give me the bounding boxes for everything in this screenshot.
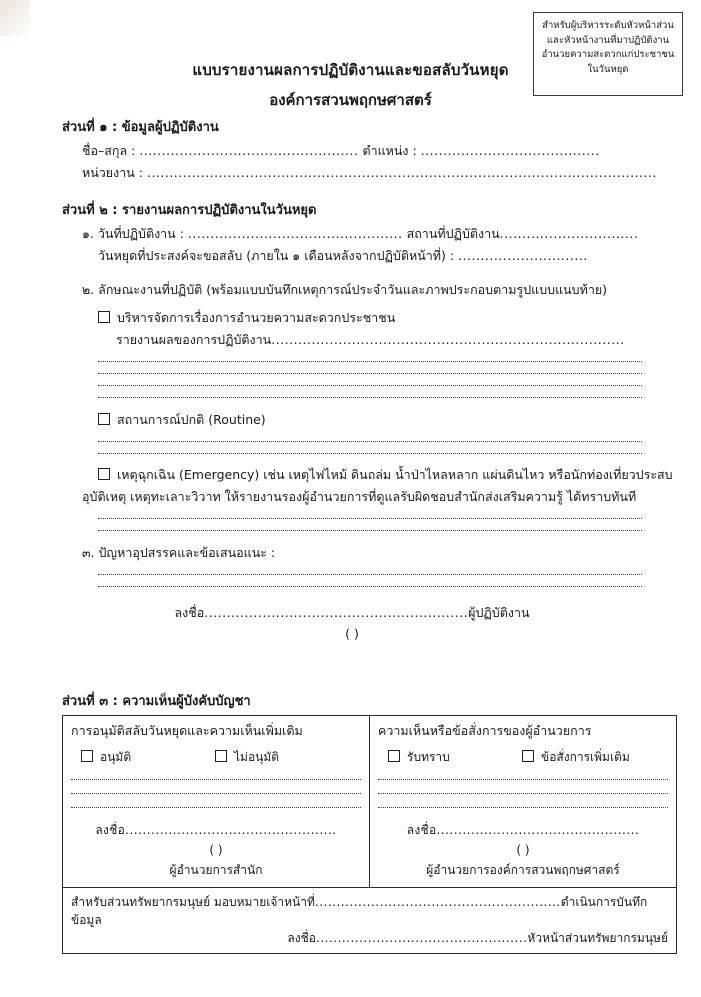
left-column-title: การอนุมัติสลับวันหยุดและความเห็นเพิ่มเติม <box>71 723 303 738</box>
title-line-2: องค์การสวนพฤกษศาสตร์ <box>269 91 432 109</box>
work-date-label: ๑. วันที่ปฏิบัติงาน : <box>82 226 188 241</box>
option-routine-row[interactable] <box>62 410 642 430</box>
checkbox-emergency[interactable] <box>98 468 110 480</box>
hr-footer-cell <box>63 888 677 954</box>
hr-footer-line-1 <box>71 893 668 929</box>
work-type-label: ๒. ลักษณะงานที่ปฏิบัติ (พร้อมแบบบันทึกเหตุการณ์ประจำวันและภาพประกอบตามรูปแบบแนบท้าย) <box>82 282 608 297</box>
name-input-dots[interactable]: ................................................. <box>139 143 359 158</box>
approval-table <box>62 715 677 954</box>
option-emergency-label: เหตุฉุกเฉิน (Emergency) เช่น เหตุไฟไหม้ ดินถล่ม น้ำป่าไหลหลาก แผ่นดินไหว หรือนักท่องเที่ยวประสบ <box>117 467 673 482</box>
hr-sign-label: ลงชื่อ <box>287 931 316 945</box>
left-sign-label: ลงชื่อ <box>95 823 126 837</box>
option-additional-order[interactable] <box>518 748 630 766</box>
performer-sign-dots[interactable]: ........................................................... <box>204 605 469 620</box>
right-options <box>378 748 668 766</box>
write-line[interactable] <box>98 453 642 454</box>
write-line[interactable] <box>71 779 361 780</box>
performer-signature-row <box>62 603 642 623</box>
report-result-label: รายงานผลของการปฏิบัติงาน <box>116 332 272 347</box>
problems-row <box>62 543 642 563</box>
work-place-input-dots[interactable]: ............................... <box>499 226 639 241</box>
unit-label: หน่วยงาน : <box>82 165 147 180</box>
option-reject[interactable] <box>211 748 279 766</box>
write-line[interactable] <box>378 793 668 794</box>
write-line[interactable] <box>98 586 642 587</box>
note-line-4: ในวันหยุด <box>587 64 629 76</box>
option-emergency-label-line2: อุบัติเหตุ เหตุทะเลาะวิวาท ให้รายงานรองผู้อำนวยการที่ดูแลรับผิดชอบสำนักส่งเสริมความรู้ ได้ทราบทันที <box>82 489 637 504</box>
write-line[interactable] <box>71 793 361 794</box>
write-line[interactable] <box>98 397 642 398</box>
table-row <box>63 716 677 888</box>
right-signature-row <box>378 821 668 839</box>
right-column-title: ความเห็นหรือข้อสั่งการของผู้อำนวยการ <box>378 723 592 738</box>
name-label: ชื่อ–สกุล : <box>82 143 140 158</box>
section-2-heading: ส่วนที่ ๒ : รายงานผลการปฏิบัติงานในวันหยุด <box>62 203 317 218</box>
hr-assign-dots[interactable]: ......................................................... <box>314 895 561 909</box>
swap-date-label: วันหยุดที่ประสงค์จะขอสลับ (ภายใน ๑ เดือนหลังจากปฏิบัติหน้าที่) : <box>98 248 459 263</box>
unit-row <box>62 163 657 183</box>
option-service-row[interactable] <box>62 308 642 328</box>
report-result-dots[interactable]: ............................................................................... <box>271 332 625 347</box>
checkbox-routine[interactable] <box>98 413 110 425</box>
option-service-label: บริหารจัดการเรื่องการอำนวยความสะดวกประชาชน <box>117 310 396 325</box>
problems-label: ๓. ปัญหาอุปสรรคและข้อเสนอแนะ : <box>82 545 276 560</box>
scan-artifact-corner <box>0 0 30 36</box>
emergency-lines <box>62 518 642 531</box>
write-line[interactable] <box>378 779 668 780</box>
right-name-paren: ( ) <box>516 843 530 857</box>
write-line[interactable] <box>98 574 642 575</box>
report-result-lines <box>62 361 642 398</box>
position-label: ตำแหน่ง : <box>362 143 421 158</box>
left-role-label: ผู้อำนวยการสำนัก <box>169 863 263 877</box>
swap-date-row <box>62 246 642 266</box>
write-line[interactable] <box>98 385 642 386</box>
work-place-label: สถานที่ปฏิบัติงาน <box>406 226 500 241</box>
hr-assign-label: สำหรับส่วนทรัพยากรมนุษย์ มอบหมายเจ้าหน้าที่ <box>71 895 315 909</box>
left-sign-dots[interactable]: ................................................. <box>125 823 337 837</box>
hr-record-label: ดำเนินการบันทึกข้อมูล <box>71 895 648 927</box>
hr-sign-dots[interactable]: ................................................. <box>316 931 528 945</box>
write-line[interactable] <box>378 807 668 808</box>
swap-date-input-dots[interactable]: ............................. <box>458 248 588 263</box>
title-line-1: แบบรายงานผลการปฏิบัติงานและขอสลับวันหยุด <box>192 61 509 79</box>
option-additional-order-label: ข้อสั่งการเพิ่มเติม <box>541 750 630 764</box>
note-line-2: และหัวหน้างานที่มาปฏิบัติงาน <box>546 34 670 46</box>
name-position-row <box>62 141 642 161</box>
work-date-row <box>62 224 642 244</box>
right-role-label: ผู้อำนวยการองค์การสวนพฤกษศาสตร์ <box>426 863 620 877</box>
approval-cell-left <box>63 716 370 888</box>
right-sign-label: ลงชื่อ <box>406 823 437 837</box>
option-routine-label: สถานการณ์ปกติ (Routine) <box>117 412 266 427</box>
checkbox-additional-order[interactable] <box>522 750 534 762</box>
work-type-label-row <box>62 280 642 300</box>
option-emergency-row-2 <box>62 487 642 507</box>
left-options <box>71 748 361 766</box>
document-title <box>0 58 701 112</box>
table-row <box>63 888 677 954</box>
unit-input-dots[interactable]: .................................................................................................................. <box>146 165 657 180</box>
performer-role-label: ผู้ปฏิบัติงาน <box>468 605 530 620</box>
section-1-heading: ส่วนที่ ๑ : ข้อมูลผู้ปฏิบัติงาน <box>62 120 219 135</box>
write-line[interactable] <box>98 373 642 374</box>
form-body <box>62 106 673 641</box>
write-line[interactable] <box>98 530 642 531</box>
option-approve-label: อนุมัติ <box>100 750 132 764</box>
approval-cell-right <box>370 716 677 888</box>
section-3-heading: ส่วนที่ ๓ : ความเห็นผู้บังคับบัญชา <box>62 694 251 709</box>
option-approve[interactable] <box>71 748 211 766</box>
position-input-dots[interactable]: ........................................ <box>420 143 600 158</box>
write-line[interactable] <box>98 441 642 442</box>
option-emergency-row[interactable] <box>62 465 673 485</box>
option-reject-label: ไม่อนุมัติ <box>234 750 280 764</box>
checkbox-approve[interactable] <box>81 750 93 762</box>
report-result-row <box>62 330 642 350</box>
problems-lines <box>62 574 642 587</box>
checkbox-reject[interactable] <box>215 750 227 762</box>
section-3 <box>62 690 668 954</box>
right-sign-dots[interactable]: ............................................... <box>436 823 640 837</box>
option-acknowledge[interactable] <box>378 748 518 766</box>
hr-footer-line-2 <box>71 929 668 947</box>
write-line[interactable] <box>98 518 642 519</box>
left-name-paren: ( ) <box>209 843 223 857</box>
note-line-3: อำนวยความสะดวกแก่ประชาชน <box>541 49 675 61</box>
performer-sign-label: ลงชื่อ <box>174 605 205 620</box>
hr-role-label: หัวหน้าส่วนทรัพยากรมนุษย์ <box>527 931 668 945</box>
checkbox-service[interactable] <box>98 311 110 323</box>
note-line-1: สำหรับผู้บริหารระดับหัวหน้าส่วน <box>542 20 674 31</box>
performer-name-paren: ( ) <box>345 626 359 641</box>
write-line[interactable] <box>71 807 361 808</box>
option-acknowledge-label: รับทราบ <box>407 750 450 764</box>
work-date-input-dots[interactable]: ................................................ <box>187 226 403 241</box>
checkbox-acknowledge[interactable] <box>388 750 400 762</box>
routine-lines <box>62 441 642 454</box>
left-signature-row <box>71 821 361 839</box>
write-line[interactable] <box>98 361 642 362</box>
